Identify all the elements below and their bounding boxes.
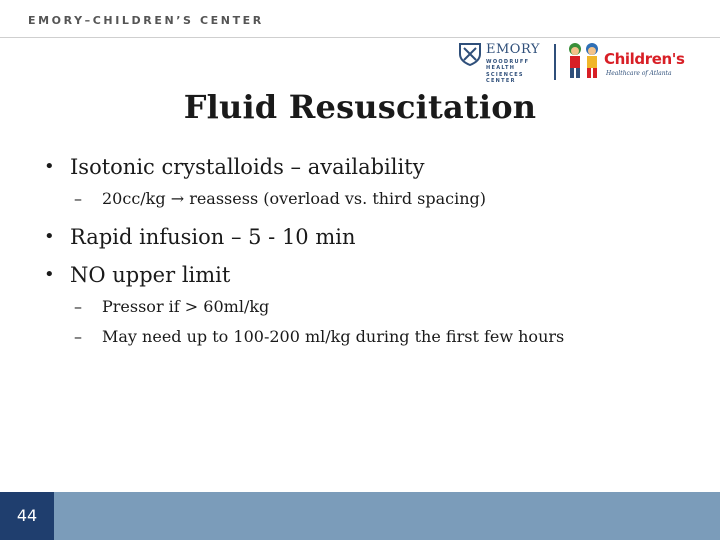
sub-bullet-text: May need up to 100-200 ml/kg during the first few hours [102,327,565,346]
header-rule [0,37,720,38]
sub-bullet-dash: – [74,327,82,346]
bullet-dot: • [44,226,55,247]
choa-logo [564,42,694,82]
bullet-text: Isotonic crystalloids – availability [70,155,425,179]
emory-wordmark: EMORY [486,42,540,57]
sub-bullet-dash: – [74,189,82,208]
emory-subtitle [486,59,529,85]
sub-bullet-item [44,296,684,318]
bullet-item [44,224,684,250]
bullet-text: NO upper limit [70,263,231,287]
children-figures-icon [564,42,604,80]
sub-bullet-item [44,188,684,210]
slide-title: Fluid Resuscitation [183,88,537,126]
bullet-dot: • [44,264,55,285]
bullet-item [44,154,684,180]
sub-bullet-text: Pressor if > 60ml/kg [102,297,270,316]
bullet-item [44,262,684,288]
emory-logo [458,42,540,92]
emory-sub-line: WOODRUFF [486,59,530,65]
bullet-list [44,154,684,348]
emory-sub-line: HEALTH [486,65,516,72]
bullet-text: Rapid infusion – 5 - 10 min [70,225,356,249]
bullet-dot: • [44,156,55,177]
sub-bullet-text: 20cc/kg → reassess (overload vs. third spacing) [102,189,486,208]
footer-bar [0,492,720,540]
choa-wordmark: Children's [604,50,685,68]
header-org-name: EMORY–CHILDREN’S CENTER [28,14,264,27]
sub-bullet-dash: – [74,297,82,316]
emory-sub-line: SCIENCES [486,71,524,78]
page-number: 44 [16,506,38,525]
emory-shield-icon [458,42,482,66]
emory-sub-line: CENTER [486,78,516,85]
choa-tagline: Healthcare of Atlanta [606,70,672,77]
sub-bullet-item [44,326,684,348]
logo-divider [554,44,556,80]
